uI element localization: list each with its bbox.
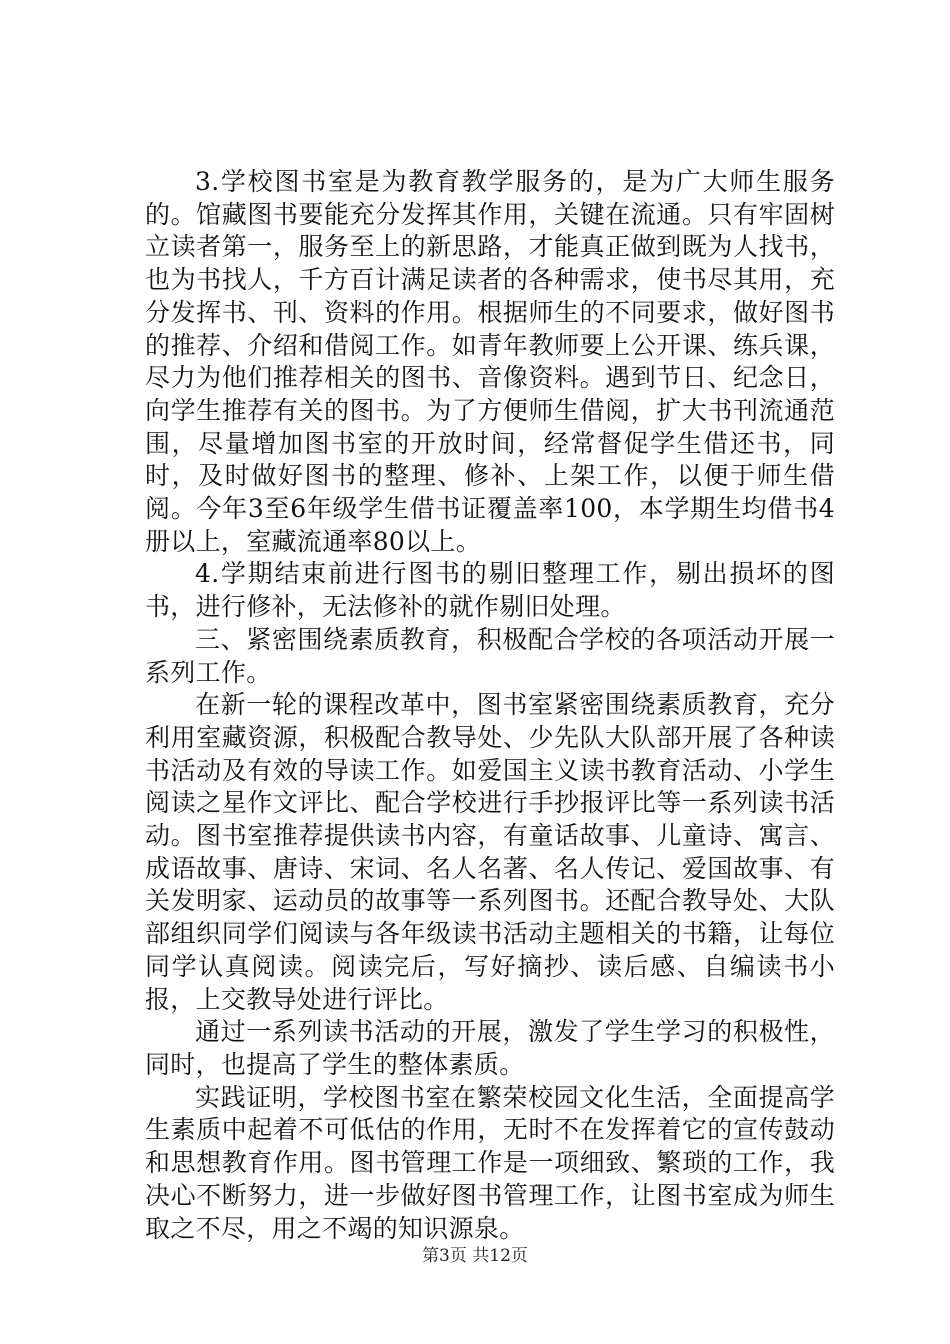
paragraph-conclusion: 实践证明，学校图书室在繁荣校园文化生活，全面提高学生素质中起着不可低估的作用，无时不在发挥着它的宣传鼓动和思想教育作用。图书管理工作是一项细致、繁琐的工作，我决心不断努力，进一步做好图书管理工作，让图书室成为师生取之不尽，用之不竭的知识源泉。 — [145, 1082, 835, 1243]
document-body — [145, 166, 835, 1245]
paragraph-library-circulation: 3.学校图书室是为教育教学服务的，是为广大师生服务的。馆藏图书要能充分发挥其作用，关键在流通。只有牢固树立读者第一，服务至上的新思路，才能真正做到既为人找书，也为书找人，千方百计满足读者的各种需求，使书尽其用，充分发挥书、刊、资料的作用。根据师生的不同要求，做好图书的推荐、介绍和借阅工作。如青年教师要上公开课、练兵课，尽力为他们推荐相关的图书、音像资料。遇到节日、纪念日，向学生推荐有关的图书。为了方便师生借阅，扩大书刊流通范围，尽量增加图书室的开放时间，经常督促学生借还书，同时，及时做好图书的整理、修补、上架工作，以便于师生借阅。今年3至6年级学生借书证覆盖率100，本学期生均借书4册以上，室藏流通率80以上。 — [145, 167, 835, 556]
section-heading-quality-education: 三、紧密围绕素质教育，积极配合学校的各项活动开展一系列工作。 — [145, 624, 835, 687]
paragraph-weeding-books: 4.学期结束前进行图书的剔旧整理工作，剔出损坏的图书，进行修补，无法修补的就作剔旧处理。 — [145, 559, 835, 622]
page-number-footer: 第3页 共12页 — [422, 1246, 528, 1266]
paragraph-activity-results: 通过一系列读书活动的开展，激发了学生学习的积极性，同时，也提高了学生的整体素质。 — [145, 1017, 835, 1079]
paragraph-reading-activities: 在新一轮的课程改革中，图书室紧密围绕素质教育，充分利用室藏资源，积极配合教导处、少先队大队部开展了各种读书活动及有效的导读工作。如爱国主义读书教育活动、小学生阅读之星作文评比、配合学校进行手抄报评比等一系列读书活动。图书室推荐提供读书内容，有童话故事、儿童诗、寓言、成语故事、唐诗、宋词、名人名著、名人传记、爱国故事、有关发明家、运动员的故事等一系列图书。还配合教导处、大队部组织同学们阅读与各年级读书活动主题相关的书籍，让每位同学认真阅读。阅读完后，写好摘抄、读后感、自编读书小报，上交教导处进行评比。 — [145, 690, 835, 1014]
